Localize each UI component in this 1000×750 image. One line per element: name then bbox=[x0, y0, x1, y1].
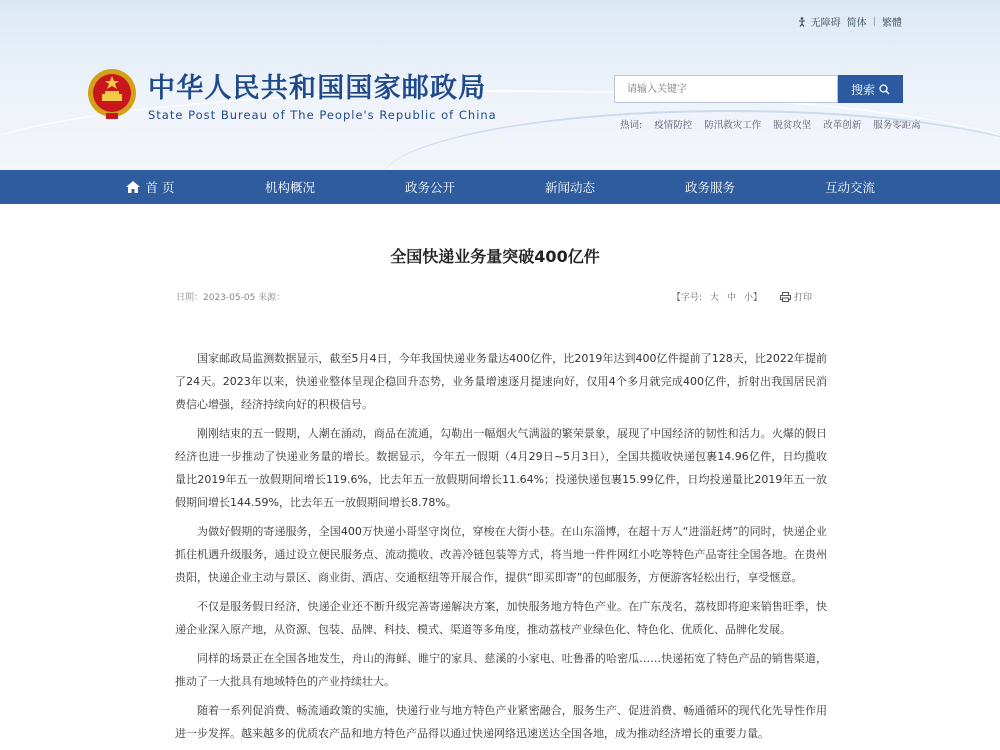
article-paragraph: 同样的场景正在全国各地发生，舟山的海鲜、睢宁的家具、慈溪的小家电、吐鲁番的哈密瓜……快递拓宽了特色产品的销售渠道，推动了一大批具有地域特色的产业持续壮大。 bbox=[175, 652, 827, 688]
hot-word-item[interactable]: 脱贫攻坚 bbox=[773, 120, 812, 131]
print-button[interactable] bbox=[780, 290, 812, 303]
hot-words bbox=[620, 117, 921, 131]
article-paragraph: 为做好假期的寄递服务，全国400万快递小哥坚守岗位，穿梭在大街小巷。在山东淄博，在超十万人“进淄赶烤”的同时，快递企业抓住机遇升级服务，通过设立便民服务点、流动揽收、改善冷链包装等方式，将当地一件件网红小吃等特色产品寄往全国各地。在贵州贵阳，快递企业主动与景区、商业街、酒店、交通枢纽等开展合作，提供“即买即寄”的包邮服务，方便游客轻松出行，享受惬意。 bbox=[175, 525, 827, 584]
article-paragraph: 随着一系列促消费、畅流通政策的实施，快递行业与地方特色产业紧密融合，服务生产、促进消费、畅通循环的现代化先导性作用进一步发挥。越来越多的优质农产品和地方特色产品得以通过快递网络迅速送达全国各地，成为推动经济增长的重要力量。 bbox=[175, 704, 827, 740]
search-button[interactable] bbox=[838, 75, 903, 103]
hot-word-item[interactable]: 防汛救灾工作 bbox=[704, 120, 762, 131]
hot-word-item[interactable]: 疫情防控 bbox=[654, 120, 693, 131]
article-paragraph: 不仅是服务假日经济，快递企业还不断升级完善寄递解决方案，加快服务地方特色产业。在广东茂名，荔枝即将迎来销售旺季，快递企业深入原产地，从资源、包装、品牌、科技、模式、渠道等多角度，推动荔枝产业绿色化、特色化、优质化、品牌化发展。 bbox=[175, 600, 827, 636]
hot-word-item[interactable]: 改革创新 bbox=[823, 120, 862, 131]
national-emblem-icon[interactable] bbox=[86, 67, 138, 123]
search-input[interactable] bbox=[614, 75, 838, 103]
article-body bbox=[175, 347, 827, 750]
accessibility-link[interactable] bbox=[797, 14, 840, 29]
article-meta: 日期：2023-05-05 来源： bbox=[176, 293, 286, 303]
nav-item-label: 首 页 bbox=[145, 180, 175, 195]
main-nav bbox=[0, 170, 1000, 204]
font-large-button[interactable]: 大 bbox=[709, 293, 719, 303]
font-medium-button[interactable]: 中 bbox=[726, 293, 736, 303]
article-paragraph: 国家邮政局监测数据显示，截至5月4日，今年我国快递业务量达400亿件，比2019年达到400亿件提前了128天，比2022年提前了24天。2023年以来，快递业整体呈现企稳回升态势，业务量增速逐月提速向好，仅用4个多月就完成400亿件，折射出我国居民消费信心增强，经济持续向好的积极信号。 bbox=[175, 352, 827, 411]
article-title: 全国快递业务量突破400亿件 bbox=[390, 247, 600, 266]
search-button-label: 搜索 bbox=[850, 82, 875, 97]
font-small-button[interactable]: 小】 bbox=[743, 293, 762, 303]
accessibility-icon bbox=[797, 17, 807, 27]
print-label: 打印 bbox=[793, 293, 812, 303]
top-links bbox=[797, 14, 902, 29]
home-icon bbox=[126, 181, 140, 193]
search-icon bbox=[879, 84, 890, 95]
nav-item-services[interactable]: 政务服务 bbox=[684, 180, 735, 195]
simplified-link[interactable]: 简体 bbox=[846, 18, 867, 29]
hot-words-label: 热词: bbox=[620, 120, 643, 131]
hot-word-item[interactable]: 服务零距离 bbox=[873, 120, 921, 131]
site-header bbox=[0, 0, 1000, 170]
nav-item-interaction[interactable]: 互动交流 bbox=[824, 180, 875, 195]
accessibility-label: 无障碍 bbox=[810, 18, 841, 29]
article-paragraph: 刚刚结束的五一假期，人潮在涌动，商品在流通，勾勒出一幅烟火气满溢的繁荣景象，展现了中国经济的韧性和活力。火爆的假日经济也进一步推动了快递业务量的增长。数据显示，今年五一假期（4月29日~5月3日），全国共揽收快递包裹14.96亿件，日均揽收量比2019年五一放假期间增长119.6%，比去年五一放假期间增长11.64%；投递快递包裹15.99亿件，日均投递量比2019年五一放假期间增长144.59%，比去年五一放假期间增长8.78%。 bbox=[175, 427, 827, 509]
nav-item-public-affairs[interactable]: 政务公开 bbox=[404, 180, 455, 195]
nav-item-about[interactable]: 机构概况 bbox=[264, 180, 315, 195]
site-subtitle: State Post Bureau of The People's Republic of China bbox=[148, 108, 497, 122]
print-icon bbox=[780, 292, 791, 302]
nav-item-home[interactable] bbox=[80, 170, 220, 204]
nav-item-news[interactable]: 新闻动态 bbox=[544, 180, 595, 195]
lang-separator: | bbox=[872, 16, 876, 27]
font-size-label: 【字号: bbox=[671, 293, 702, 303]
site-title[interactable]: 中华人民共和国国家邮政局 bbox=[148, 73, 487, 104]
traditional-link[interactable]: 繁體 bbox=[882, 18, 902, 29]
article-tools bbox=[672, 290, 812, 303]
